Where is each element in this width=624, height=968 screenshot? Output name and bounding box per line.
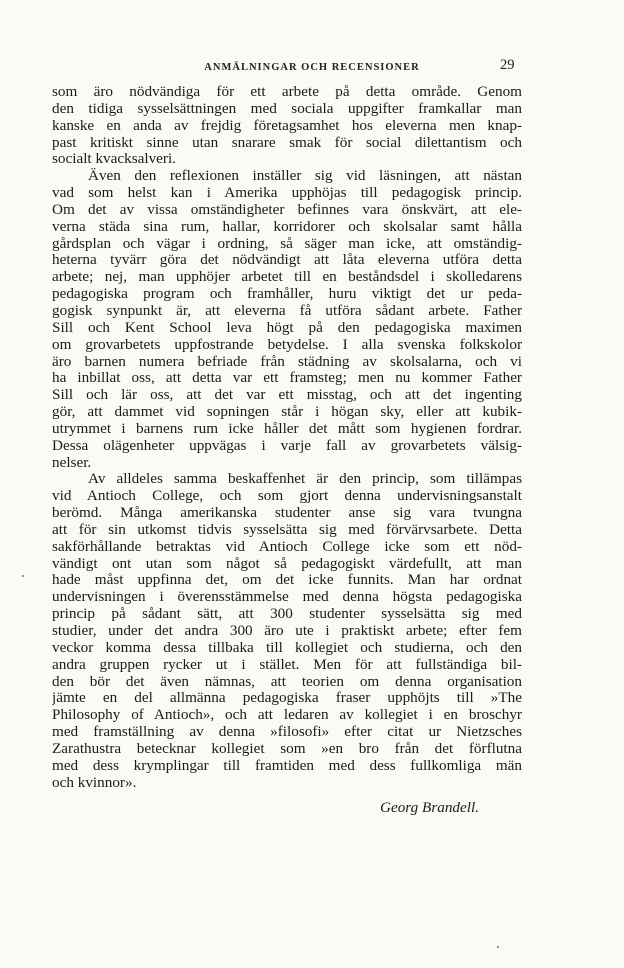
- paragraph: [52, 471, 522, 791]
- text-line: med framställning av denna »filosofi» efter citat ur Nietzsches: [52, 724, 522, 741]
- text-line: socialt kvacksalveri.: [52, 151, 176, 168]
- text-line: veckor komma dessa tillbaka till kollegiet och studierna, och den: [52, 639, 522, 656]
- paper-speck: [497, 946, 499, 948]
- text-line: gogisk synpunkt är, att eleverna få utföra sådant arbete. Father: [52, 302, 522, 319]
- text-line: utrymmet i barnens rum icke håller det mått som hygienen fordrar.: [52, 420, 522, 437]
- text-line: andra gruppen rycker ut i stället. Men för att fullständiga bil-: [52, 656, 522, 673]
- text-line: gör, att dammet vid sopningen står i högan sky, eller att kubik-: [52, 404, 522, 421]
- text-line: Om det av vissa omständigheter befinnes vara önskvärt, att ele-: [52, 201, 522, 218]
- text-line: den tidiga sysselsättningen med sociala uppgifter framkallar man: [52, 100, 522, 117]
- text-line: vad som helst kan i Amerika upphöjas till pedagogisk princip.: [52, 185, 522, 202]
- text-line: vändigt ont utan som något så pedagogiskt värdefullt, att man: [52, 555, 522, 572]
- paper-speck: [22, 575, 24, 577]
- text-line: verna städa sina rum, hallar, korridorer och skolsalar samt hålla: [52, 218, 522, 235]
- text-line: Zarathustra betecknar kollegiet som »en bro från det förflutna: [52, 740, 522, 757]
- text-line: pedagogiska program och framhåller, huru viktigt det ur peda-: [52, 286, 522, 303]
- text-line: och kvinnor».: [52, 774, 137, 791]
- text-line: äro barnen numera befriade från städning av skolsalarna, och vi: [52, 353, 522, 370]
- text-line: arbete; nej, man upphöjer arbetet till en beståndsdel i skolledarens: [52, 269, 522, 286]
- text-line: past kritiskt sinne utan snarare smak för social dilettantism och: [52, 134, 522, 151]
- author-signature: Georg Brandell.: [380, 799, 479, 816]
- text-line: vid Antioch College, och som gjort denna undervisningsanstalt: [52, 488, 522, 505]
- text-line: hade måst uppfinna det, om det icke funnits. Man har ordnat: [52, 572, 522, 589]
- paragraph: [52, 84, 522, 168]
- text-line: nelser.: [52, 454, 92, 471]
- text-line: som äro nödvändiga för ett arbete på detta område. Genom: [52, 84, 522, 100]
- text-line: sakförhållande betraktas vid Antioch College icke som ett nöd-: [52, 538, 522, 555]
- text-line: med dess krymplingar till framtiden med dess fullkomliga män: [52, 757, 522, 774]
- text-line: den bör det även nämnas, att teorien om denna organisation: [52, 673, 522, 690]
- text-line: Philosophy of Antioch», och att ledaren av kollegiet i en broschyr: [52, 707, 522, 724]
- running-title: ANMÄLNINGAR OCH RECENSIONER: [204, 62, 420, 73]
- text-line: studier, under det andra 300 äro ute i praktiskt arbete; efter fem: [52, 623, 522, 639]
- body-text: [52, 84, 522, 791]
- text-line: berömd. Många amerikanska studenter anse sig vara tvungna: [52, 505, 522, 522]
- text-line: heterna tyvärr göra det nödvändigt att låta eleverna utföra detta: [52, 252, 522, 269]
- text-line: Sill och lär oss, att det var ett misstag, och att det ingenting: [52, 387, 522, 404]
- text-line: princip på sådant sätt, att 300 studenter sysselsätta sig med: [52, 606, 522, 623]
- text-line: Sill och Kent School leva högt på den pedagogiska maximen: [52, 319, 522, 336]
- text-line: om grovarbetets uppfostrande betydelse. I alla svenska folkskolor: [52, 336, 522, 353]
- text-line: Även den reflexionen inställer sig vid läsningen, att nästan: [88, 168, 522, 185]
- text-line: gårdsplan och vägar i ordning, så säger man icke, att omständig-: [52, 235, 522, 252]
- paragraph: [52, 168, 522, 471]
- text-line: kanske en anda av frejdig företagsamhet hos eleverna men knap-: [52, 117, 522, 134]
- text-line: jämte en del allmänna pedagogiska fraser upphöjts till »The: [52, 690, 522, 707]
- page-number: 29: [500, 57, 515, 73]
- text-line: ha inbillat oss, att detta var ett framsteg; men nu kommer Father: [52, 370, 522, 387]
- text-line: undervisningen i överensstämmelse med denna högsta pedagogiska: [52, 589, 522, 606]
- text-line: Av alldeles samma beskaffenhet är den princip, som tillämpas: [88, 471, 522, 488]
- text-line: att för sin utkomst tidvis sysselsätta sig med förvärvsarbete. Detta: [52, 521, 522, 538]
- text-line: Dessa olägenheter uppvägas i varje fall av grovarbetets välsig-: [52, 437, 522, 454]
